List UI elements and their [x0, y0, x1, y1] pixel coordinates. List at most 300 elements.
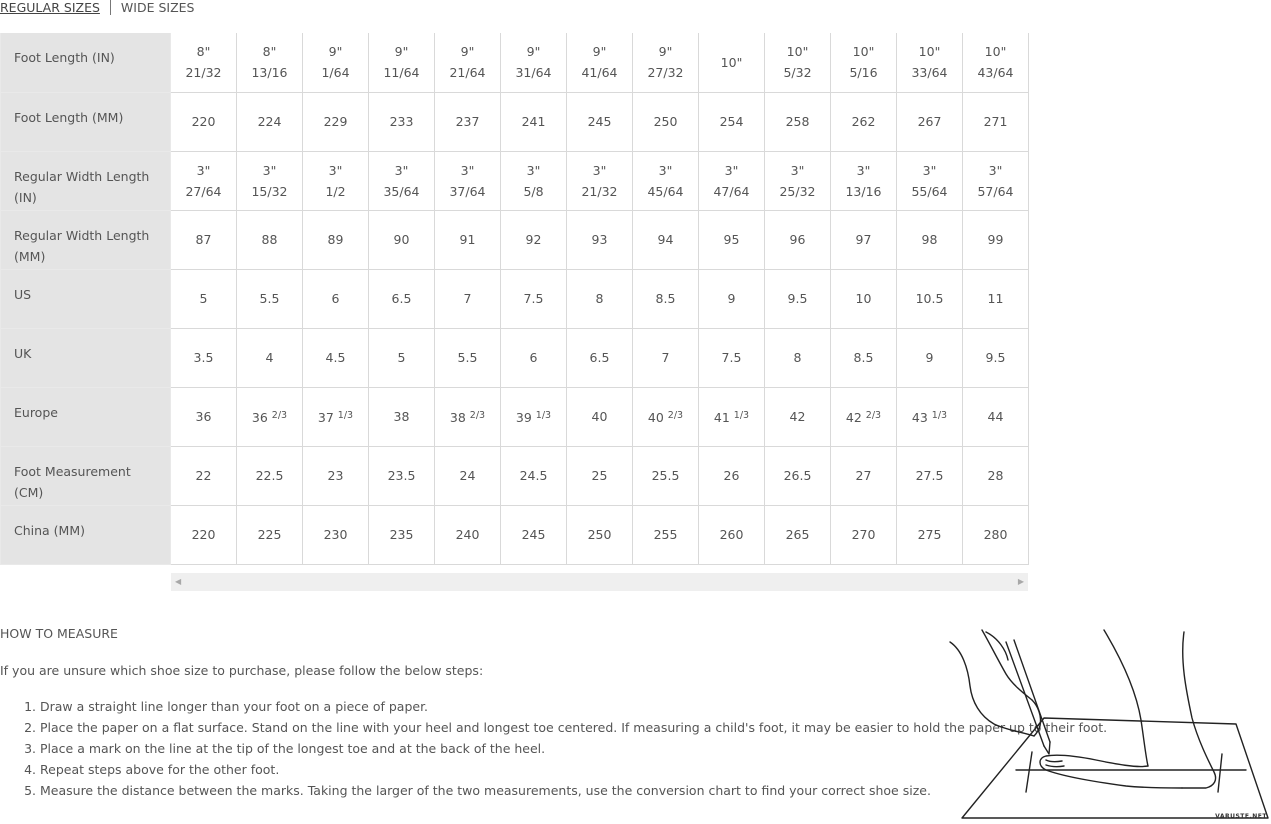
- cell-value: 9": [658, 44, 673, 60]
- table-row: [1, 505, 1029, 564]
- cell-value: 3": [394, 162, 409, 178]
- tab-regular-sizes[interactable]: REGULAR SIZES: [0, 0, 100, 15]
- table-cell: [501, 328, 567, 387]
- table-cell: [567, 151, 633, 210]
- table-cell: [171, 210, 237, 269]
- cell-value: 245: [521, 527, 546, 542]
- table-cell: [303, 446, 369, 505]
- cell-fraction: 1/3: [931, 410, 948, 421]
- table-cell: [369, 505, 435, 564]
- table-cell: [501, 505, 567, 564]
- cell-fraction: 5/8: [523, 183, 544, 199]
- cell-value: 93: [591, 232, 608, 247]
- table-cell: [369, 328, 435, 387]
- table-cell: [765, 151, 831, 210]
- table-cell: [831, 92, 897, 151]
- cell-value: 88: [261, 232, 278, 247]
- cell-value: 3": [460, 162, 475, 178]
- table-cell: [237, 387, 303, 446]
- cell-value: 237: [455, 114, 480, 129]
- table-cell: [765, 269, 831, 328]
- cell-fraction: 2/3: [271, 410, 288, 421]
- cell-value: 230: [323, 527, 348, 542]
- table-cell: [765, 92, 831, 151]
- table-cell: [963, 269, 1029, 328]
- cell-value: 5.5: [457, 350, 478, 365]
- cell-value: 225: [257, 527, 282, 542]
- table-cell: [765, 446, 831, 505]
- cell-value: 5.5: [259, 291, 280, 306]
- table-cell: [237, 92, 303, 151]
- table-cell: [831, 387, 897, 446]
- table-cell: [765, 328, 831, 387]
- cell-value: 36: [251, 410, 268, 425]
- table-cell: [501, 151, 567, 210]
- cell-value: 42: [845, 410, 862, 425]
- cell-value: 235: [389, 527, 414, 542]
- cell-value: 8.5: [655, 291, 676, 306]
- cell-fraction: 13/16: [251, 65, 288, 81]
- table-cell: [699, 505, 765, 564]
- cell-value: 6: [331, 291, 340, 306]
- table-cell: [699, 151, 765, 210]
- cell-value: 229: [323, 114, 348, 129]
- table-cell: [963, 387, 1029, 446]
- table-cell: [699, 33, 765, 92]
- cell-value: 23: [327, 468, 344, 483]
- table-row: [1, 387, 1029, 446]
- row-header: Foot Length (MM): [1, 92, 171, 151]
- cell-value: 9": [394, 44, 409, 60]
- cell-fraction: 31/64: [515, 65, 552, 81]
- cell-value: 10.5: [915, 291, 944, 306]
- cell-value: 233: [389, 114, 414, 129]
- cell-value: 25.5: [651, 468, 680, 483]
- cell-value: 6.5: [589, 350, 610, 365]
- cell-value: 9": [460, 44, 475, 60]
- table-cell: [303, 505, 369, 564]
- cell-fraction: 33/64: [911, 65, 948, 81]
- table-cell: [831, 269, 897, 328]
- table-cell: [765, 33, 831, 92]
- table-cell: [699, 92, 765, 151]
- cell-value: 220: [191, 527, 216, 542]
- cell-value: 265: [785, 527, 810, 542]
- cell-value: 255: [653, 527, 678, 542]
- cell-fraction: 57/64: [977, 183, 1014, 199]
- table-cell: [897, 328, 963, 387]
- table-cell: [501, 210, 567, 269]
- cell-value: 240: [455, 527, 480, 542]
- row-header: Foot Length (IN): [1, 33, 171, 92]
- cell-value: 3": [922, 162, 937, 178]
- row-header: US: [1, 269, 171, 328]
- table-cell: [897, 33, 963, 92]
- cell-value: 38: [449, 410, 466, 425]
- cell-value: 11: [987, 291, 1004, 306]
- table-cell: [435, 33, 501, 92]
- cell-fraction: 1/2: [325, 183, 346, 199]
- table-cell: [633, 92, 699, 151]
- cell-value: 98: [921, 232, 938, 247]
- cell-value: 25: [591, 468, 608, 483]
- cell-value: 250: [653, 114, 678, 129]
- how-to-intro: If you are unsure which shoe size to purchase, please follow the below steps:: [0, 663, 484, 678]
- table-cell: [369, 151, 435, 210]
- table-cell: [237, 269, 303, 328]
- table-cell: [303, 33, 369, 92]
- table-cell: [963, 328, 1029, 387]
- cell-value: 3": [790, 162, 805, 178]
- cell-fraction: 21/32: [581, 183, 618, 199]
- table-cell: [369, 33, 435, 92]
- row-header: Regular Width Length (MM): [1, 210, 171, 269]
- scroll-right-icon[interactable]: ▶: [1017, 577, 1024, 586]
- cell-fraction: 45/64: [647, 183, 684, 199]
- table-cell: [699, 210, 765, 269]
- table-cell: [237, 151, 303, 210]
- table-cell: [369, 92, 435, 151]
- table-cell: [831, 33, 897, 92]
- table-cell: [831, 505, 897, 564]
- table-cell: [765, 505, 831, 564]
- cell-value: 5: [199, 291, 208, 306]
- cell-value: 22: [195, 468, 212, 483]
- table-cell: [633, 33, 699, 92]
- table-cell: [237, 33, 303, 92]
- cell-value: 91: [459, 232, 476, 247]
- cell-value: 271: [983, 114, 1008, 129]
- table-cell: [435, 387, 501, 446]
- cell-value: 3": [658, 162, 673, 178]
- cell-value: 280: [983, 527, 1008, 542]
- cell-fraction: 13/16: [845, 183, 882, 199]
- table-cell: [237, 505, 303, 564]
- table-cell: [369, 210, 435, 269]
- cell-value: 26: [723, 468, 740, 483]
- table-cell: [963, 210, 1029, 269]
- cell-value: 270: [851, 527, 876, 542]
- cell-value: 90: [393, 232, 410, 247]
- cell-value: 9": [592, 44, 607, 60]
- cell-value: 38: [393, 409, 410, 424]
- table-cell: [831, 151, 897, 210]
- table-cell: [567, 328, 633, 387]
- table-cell: [567, 446, 633, 505]
- cell-value: 10": [786, 44, 809, 60]
- table-cell: [897, 505, 963, 564]
- cell-value: 24: [459, 468, 476, 483]
- table-cell: [633, 269, 699, 328]
- cell-value: 10": [918, 44, 941, 60]
- cell-value: 241: [521, 114, 546, 129]
- cell-fraction: 1/3: [535, 410, 552, 421]
- cell-value: 89: [327, 232, 344, 247]
- table-cell: [567, 210, 633, 269]
- table-cell: [303, 210, 369, 269]
- foot-measuring-illustration: [946, 620, 1271, 821]
- cell-fraction: 43/64: [977, 65, 1014, 81]
- cell-value: 224: [257, 114, 282, 129]
- table-cell: [435, 92, 501, 151]
- table-cell: [633, 328, 699, 387]
- table-cell: [963, 33, 1029, 92]
- row-header: Foot Measurement (CM): [1, 446, 171, 505]
- cell-value: 9.5: [985, 350, 1006, 365]
- table-cell: [567, 387, 633, 446]
- list-item: 1. Draw a straight line longer than your foot on a piece of paper.: [40, 696, 1107, 717]
- table-cell: [501, 33, 567, 92]
- table-cell: [963, 92, 1029, 151]
- table-cell: [699, 269, 765, 328]
- table-cell: [435, 269, 501, 328]
- cell-value: 8": [262, 44, 277, 60]
- table-cell: [897, 269, 963, 328]
- horizontal-scrollbar[interactable]: [171, 573, 1028, 591]
- cell-fraction: 55/64: [911, 183, 948, 199]
- cell-value: 3": [526, 162, 541, 178]
- table-cell: [435, 210, 501, 269]
- cell-value: 42: [789, 409, 806, 424]
- cell-value: 27.5: [915, 468, 944, 483]
- table-row: [1, 446, 1029, 505]
- table-cell: [501, 446, 567, 505]
- size-chart-table: [0, 33, 1029, 565]
- cell-value: 3": [856, 162, 871, 178]
- cell-value: 10": [984, 44, 1007, 60]
- table-cell: [171, 387, 237, 446]
- table-cell: [699, 328, 765, 387]
- cell-fraction: 1/3: [337, 410, 354, 421]
- cell-value: 26.5: [783, 468, 812, 483]
- table-cell: [369, 269, 435, 328]
- tab-wide-sizes[interactable]: WIDE SIZES: [120, 0, 195, 15]
- watermark-text: VARUSTE.NET: [1215, 813, 1267, 820]
- cell-fraction: 15/32: [251, 183, 288, 199]
- cell-value: 7: [463, 291, 472, 306]
- table-cell: [501, 269, 567, 328]
- cell-value: 40: [647, 410, 664, 425]
- table-cell: [435, 328, 501, 387]
- cell-fraction: 41/64: [581, 65, 618, 81]
- cell-fraction: 21/32: [185, 65, 222, 81]
- table-cell: [435, 151, 501, 210]
- table-cell: [963, 151, 1029, 210]
- cell-value: 3": [592, 162, 607, 178]
- cell-value: 9: [727, 291, 736, 306]
- table-cell: [369, 387, 435, 446]
- cell-fraction: 27/64: [185, 183, 222, 199]
- size-tabs: [0, 0, 194, 16]
- table-row: [1, 151, 1029, 210]
- row-header: UK: [1, 328, 171, 387]
- table-cell: [171, 269, 237, 328]
- table-row: [1, 92, 1029, 151]
- table-cell: [435, 446, 501, 505]
- table-cell: [897, 210, 963, 269]
- cell-fraction: 2/3: [667, 410, 684, 421]
- cell-fraction: 1/3: [733, 410, 750, 421]
- table-cell: [699, 446, 765, 505]
- cell-value: 41: [713, 410, 730, 425]
- cell-value: 99: [987, 232, 1004, 247]
- cell-value: 8.5: [853, 350, 874, 365]
- table-cell: [633, 151, 699, 210]
- table-cell: [831, 210, 897, 269]
- list-item: 5. Measure the distance between the marks. Taking the larger of the two measurements, use the conversion chart to find your correct shoe size.: [40, 780, 1107, 801]
- cell-value: 39: [515, 410, 532, 425]
- table-cell: [501, 387, 567, 446]
- table-cell: [765, 210, 831, 269]
- cell-value: 96: [789, 232, 806, 247]
- cell-value: 3": [988, 162, 1003, 178]
- cell-fraction: 2/3: [469, 410, 486, 421]
- list-item: 3. Place a mark on the line at the tip of the longest toe and at the back of the heel.: [40, 738, 1107, 759]
- cell-value: 8: [595, 291, 604, 306]
- row-header: Europe: [1, 387, 171, 446]
- table-cell: [897, 151, 963, 210]
- table-row: [1, 210, 1029, 269]
- table-cell: [501, 92, 567, 151]
- cell-value: 6: [529, 350, 538, 365]
- cell-value: 4: [265, 350, 274, 365]
- cell-value: 10": [852, 44, 875, 60]
- table-cell: [303, 387, 369, 446]
- cell-value: 4.5: [325, 350, 346, 365]
- table-row: [1, 328, 1029, 387]
- cell-fraction: 47/64: [713, 183, 750, 199]
- cell-fraction: 5/16: [849, 65, 878, 81]
- cell-value: 245: [587, 114, 612, 129]
- cell-value: 220: [191, 114, 216, 129]
- table-cell: [633, 387, 699, 446]
- cell-value: 3": [262, 162, 277, 178]
- cell-value: 43: [911, 410, 928, 425]
- cell-fraction: 35/64: [383, 183, 420, 199]
- cell-value: 94: [657, 232, 674, 247]
- table-cell: [171, 446, 237, 505]
- cell-fraction: 37/64: [449, 183, 486, 199]
- table-cell: [237, 328, 303, 387]
- table-cell: [633, 210, 699, 269]
- table-cell: [633, 446, 699, 505]
- cell-value: 37: [317, 410, 334, 425]
- row-header: China (MM): [1, 505, 171, 564]
- table-row: [1, 269, 1029, 328]
- cell-value: 8: [793, 350, 802, 365]
- cell-value: 3.5: [193, 350, 214, 365]
- cell-value: 95: [723, 232, 740, 247]
- scroll-left-icon[interactable]: ◀: [175, 577, 182, 586]
- cell-fraction: 27/32: [647, 65, 684, 81]
- table-cell: [369, 446, 435, 505]
- table-cell: [303, 269, 369, 328]
- table-cell: [171, 151, 237, 210]
- table-cell: [963, 505, 1029, 564]
- table-cell: [171, 92, 237, 151]
- table-cell: [897, 92, 963, 151]
- list-item: 4. Repeat steps above for the other foot.: [40, 759, 1107, 780]
- cell-value: 7.5: [721, 350, 742, 365]
- cell-value: 9": [328, 44, 343, 60]
- cell-value: 258: [785, 114, 810, 129]
- row-header: Regular Width Length (IN): [1, 151, 171, 210]
- cell-value: 250: [587, 527, 612, 542]
- table-row: [1, 33, 1029, 92]
- cell-fraction: 11/64: [383, 65, 420, 81]
- cell-fraction: 21/64: [449, 65, 486, 81]
- table-cell: [831, 328, 897, 387]
- cell-value: 275: [917, 527, 942, 542]
- cell-value: 44: [987, 409, 1004, 424]
- cell-value: 9": [526, 44, 541, 60]
- cell-value: 5: [397, 350, 406, 365]
- cell-fraction: 5/32: [783, 65, 812, 81]
- table-cell: [633, 505, 699, 564]
- table-cell: [897, 446, 963, 505]
- table-cell: [567, 92, 633, 151]
- cell-fraction: 25/32: [779, 183, 816, 199]
- table-cell: [171, 33, 237, 92]
- cell-fraction: 1/64: [321, 65, 350, 81]
- cell-value: 22.5: [255, 468, 284, 483]
- table-cell: [303, 151, 369, 210]
- cell-value: 7.5: [523, 291, 544, 306]
- tab-divider: [110, 0, 111, 15]
- table-cell: [303, 328, 369, 387]
- table-cell: [963, 446, 1029, 505]
- table-cell: [171, 328, 237, 387]
- table-cell: [765, 387, 831, 446]
- cell-value: 3": [196, 162, 211, 178]
- cell-value: 260: [719, 527, 744, 542]
- cell-value: 262: [851, 114, 876, 129]
- cell-value: 87: [195, 232, 212, 247]
- table-cell: [567, 33, 633, 92]
- cell-value: 267: [917, 114, 942, 129]
- cell-value: 10": [720, 54, 743, 70]
- cell-value: 27: [855, 468, 872, 483]
- cell-value: 36: [195, 409, 212, 424]
- cell-value: 9: [925, 350, 934, 365]
- cell-value: 3": [328, 162, 343, 178]
- cell-value: 28: [987, 468, 1004, 483]
- table-cell: [171, 505, 237, 564]
- cell-value: 9.5: [787, 291, 808, 306]
- cell-value: 10: [855, 291, 872, 306]
- table-cell: [567, 269, 633, 328]
- table-cell: [831, 446, 897, 505]
- table-cell: [897, 387, 963, 446]
- cell-value: 23.5: [387, 468, 416, 483]
- table-cell: [237, 446, 303, 505]
- table-cell: [567, 505, 633, 564]
- cell-value: 8": [196, 44, 211, 60]
- table-cell: [237, 210, 303, 269]
- cell-value: 7: [661, 350, 670, 365]
- table-cell: [699, 387, 765, 446]
- cell-value: 3": [724, 162, 739, 178]
- cell-value: 92: [525, 232, 542, 247]
- cell-value: 6.5: [391, 291, 412, 306]
- table-cell: [435, 505, 501, 564]
- cell-value: 40: [591, 409, 608, 424]
- cell-fraction: 2/3: [865, 410, 882, 421]
- table-cell: [303, 92, 369, 151]
- cell-value: 254: [719, 114, 744, 129]
- measure-steps-list: [0, 696, 1107, 801]
- how-to-measure-title: HOW TO MEASURE: [0, 626, 118, 641]
